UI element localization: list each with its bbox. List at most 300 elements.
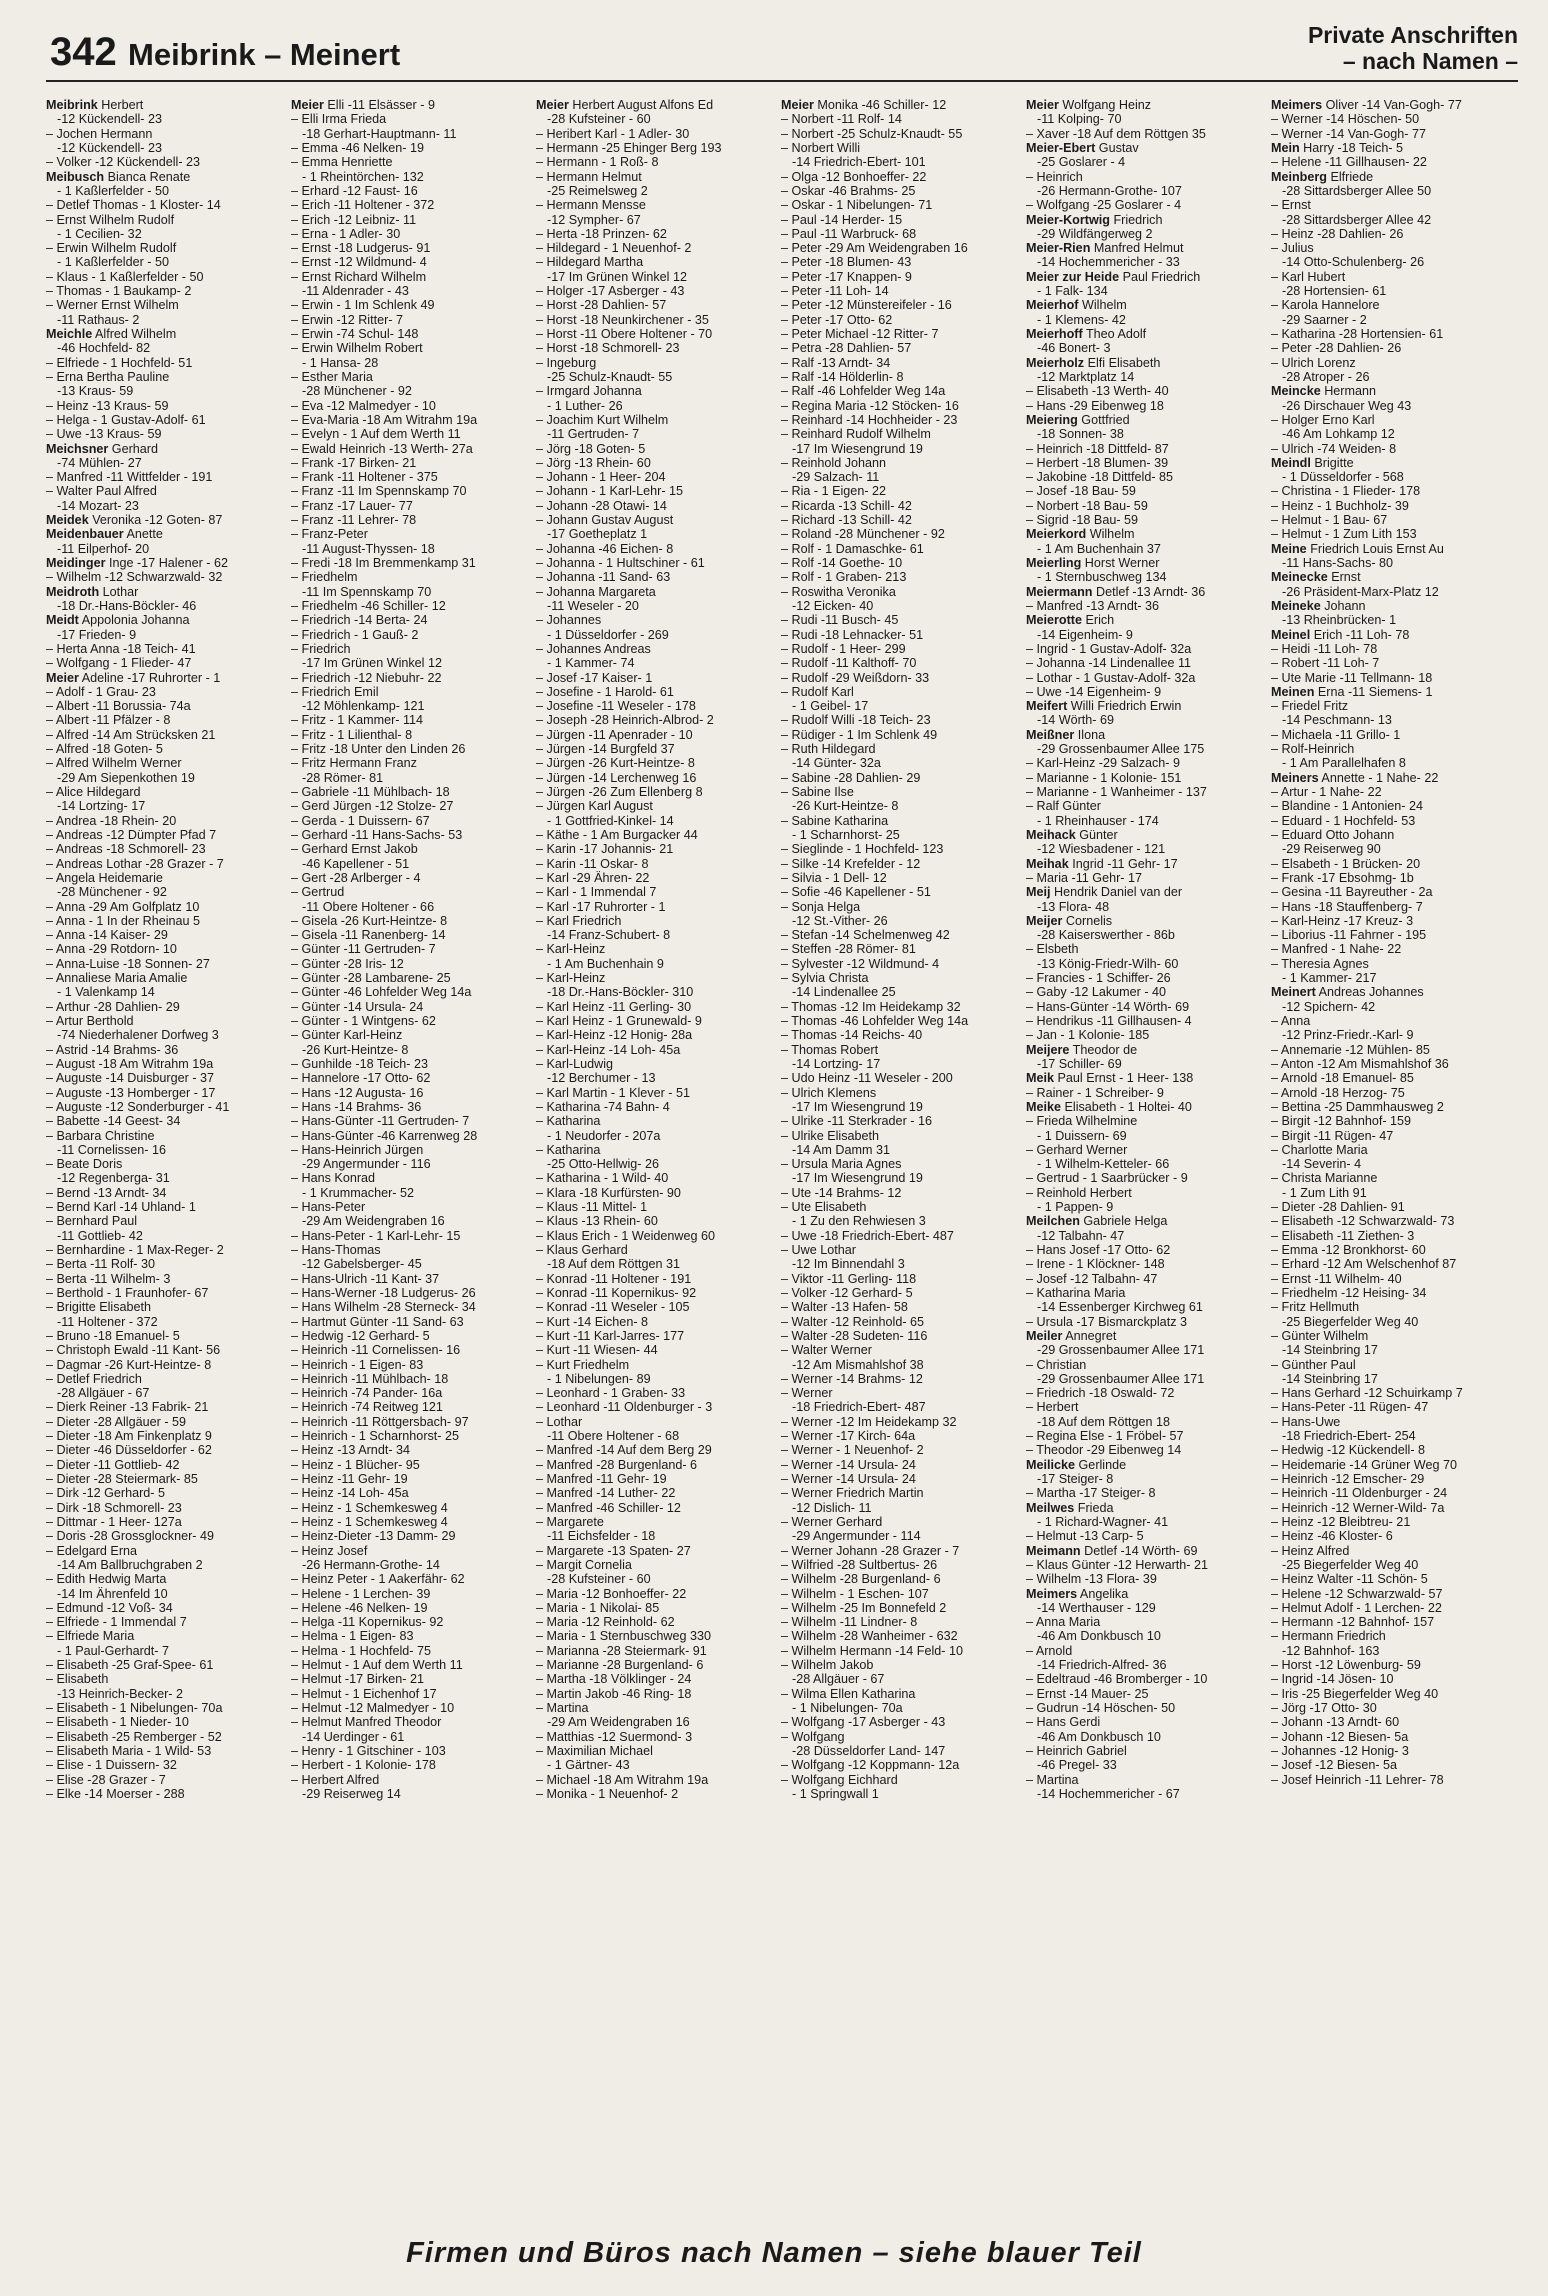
listing-entry: – Maria -12 Reinhold- 62 xyxy=(536,1615,781,1629)
listing-entry: – Helmut Manfred Theodor xyxy=(291,1715,536,1729)
listing-entry: – Gudrun -14 Höschen- 50 xyxy=(1026,1701,1271,1715)
listing-entry xyxy=(1026,327,1271,341)
listing-entry: – Wilhelm Jakob xyxy=(781,1658,1026,1672)
listing-entry: – Holger Erno Karl xyxy=(1271,413,1516,427)
listing-entry: – Werner -17 Kirch- 64a xyxy=(781,1429,1026,1443)
listing-entry: – Fritz Hellmuth xyxy=(1271,1300,1516,1314)
listing-entry: – Arnold -18 Herzog- 75 xyxy=(1271,1086,1516,1100)
listing-entry: – Jakobine -18 Dittfeld- 85 xyxy=(1026,470,1271,484)
listing-entry: – Erwin - 1 Im Schlenk 49 xyxy=(291,298,536,312)
listing-address: - 1 Am Buchenhain 9 xyxy=(547,956,664,971)
listing-entry: – Josef Heinrich -11 Lehrer- 78 xyxy=(1271,1773,1516,1787)
listing-entry xyxy=(1026,270,1271,284)
listing-entry: – Karl Heinz -11 Gerling- 30 xyxy=(536,1000,781,1014)
entry-text: Cornelis xyxy=(1062,913,1113,928)
entry-text: Andreas Johannes xyxy=(1315,985,1424,1000)
surname: Meierhoff xyxy=(1026,327,1083,341)
listing-entry: – Reinhold Johann xyxy=(781,456,1026,470)
listing-address: -25 Biegerfelder Weg 40 xyxy=(1282,1557,1419,1572)
entry-text: Lothar xyxy=(99,584,139,599)
listing-entry: – Frank -17 Ebsohmg- 1b xyxy=(1271,871,1516,885)
listing-entry: – Gesina -11 Bayreuther - 2a xyxy=(1271,885,1516,899)
listing-entry: – Wilhelm Hermann -14 Feld- 10 xyxy=(781,1644,1026,1658)
surname: Meinberg xyxy=(1271,169,1327,184)
listing-entry: – Ruth Hildegard xyxy=(781,742,1026,756)
listing-address: - 1 Zu den Rehwiesen 3 xyxy=(792,1214,926,1229)
listing-entry: – Anton -12 Am Mismahlshof 36 xyxy=(1271,1057,1516,1071)
listing-address: -14 Franz-Schubert- 8 xyxy=(547,928,671,943)
surname: Meibrink xyxy=(46,98,98,112)
listing-entry: – Norbert -11 Rolf- 14 xyxy=(781,112,1026,126)
listing-entry: – Johanna -14 Lindenallee 11 xyxy=(1026,656,1271,670)
listing-entry: – Rainer - 1 Schreiber- 9 xyxy=(1026,1086,1271,1100)
listing-entry: – Fritz Hermann Franz xyxy=(291,756,536,770)
listing-entry: – Christa Marianne xyxy=(1271,1171,1516,1185)
listing-entry: – Werner -14 Brahms- 12 xyxy=(781,1372,1026,1386)
listing-entry: – Werner -12 Im Heidekamp 32 xyxy=(781,1415,1026,1429)
listing-address: -13 Heinrich-Becker- 2 xyxy=(57,1686,183,1701)
listing-entry: – Hermann - 1 Roß- 8 xyxy=(536,155,781,169)
listing-entry: – Irmgard Johanna xyxy=(536,384,781,398)
listing-entry: – Günter - 1 Wintgens- 62 xyxy=(291,1014,536,1028)
listing-entry: – Eduard Otto Johann xyxy=(1271,828,1516,842)
listing-entry: – Heinz -46 Kloster- 6 xyxy=(1271,1529,1516,1543)
listing-entry: – Holger -17 Asberger - 43 xyxy=(536,284,781,298)
listing-address: - 1 Am Parallelhafen 8 xyxy=(1282,756,1406,771)
entry-text: Elfriede xyxy=(1326,169,1374,184)
listing-entry: – Julius xyxy=(1271,241,1516,255)
listing-entry: – Günter Wilhelm xyxy=(1271,1329,1516,1343)
listing-entry: – Helga - 1 Gustav-Adolf- 61 xyxy=(46,413,291,427)
listing-entry: – Katharina -74 Bahn- 4 xyxy=(536,1100,781,1114)
listing-entry: – Rolf - 1 Graben- 213 xyxy=(781,570,1026,584)
listing-entry: – Katharina -28 Hortensien- 61 xyxy=(1271,327,1516,341)
listing-entry: – Richard -13 Schill- 42 xyxy=(781,513,1026,527)
listing-entry: – Irene - 1 Klöckner- 148 xyxy=(1026,1257,1271,1271)
listing-address: -13 Flora- 48 xyxy=(1037,899,1110,914)
listing-entry: – Helene -46 Nelken- 19 xyxy=(291,1601,536,1615)
listing-entry: – Wilhelm -12 Schwarzwald- 32 xyxy=(46,570,291,584)
entry-text: Monika -46 Schiller- 12 xyxy=(813,98,947,112)
listing-entry: – Heinz -12 Bleibtreu- 21 xyxy=(1271,1515,1516,1529)
listing-address: -25 Otto-Hellwig- 26 xyxy=(547,1157,659,1172)
listing-entry: – Friedhelm -12 Heising- 34 xyxy=(1271,1286,1516,1300)
listing-entry xyxy=(1026,699,1271,713)
listing-entry: – Dirk -18 Schmorell- 23 xyxy=(46,1501,291,1515)
listing-entry: – Elisabeth -13 Werth- 40 xyxy=(1026,384,1271,398)
listing-address: -12 Kückendell- 23 xyxy=(57,112,163,127)
listing-entry: – Herta Anna -18 Teich- 41 xyxy=(46,642,291,656)
listing-entry: – Werner -14 Van-Gogh- 77 xyxy=(1271,127,1516,141)
listing-entry: – Hildegard - 1 Neuenhof- 2 xyxy=(536,241,781,255)
listing-entry xyxy=(1026,1544,1271,1558)
listing-entry: – Auguste -12 Sonderburger - 41 xyxy=(46,1100,291,1114)
listing-address: - 1 Duissern- 69 xyxy=(1037,1128,1127,1143)
listing-entry: – Sabine Katharina xyxy=(781,814,1026,828)
listing-entry xyxy=(1026,1501,1271,1515)
listing-entry: – Helmut Adolf - 1 Lerchen- 22 xyxy=(1271,1601,1516,1615)
listing-entry: – Doris -28 Grossglockner- 49 xyxy=(46,1529,291,1543)
listing-address: - 1 Kammer- 74 xyxy=(547,656,635,671)
entry-text: Erich xyxy=(1081,613,1115,628)
listing-entry xyxy=(1271,985,1516,999)
listing-address: -12 Am Mismahlshof 38 xyxy=(792,1357,924,1372)
listing-entry: – Johann - 1 Karl-Lehr- 15 xyxy=(536,484,781,498)
listing-entry: – Heribert Karl - 1 Adler- 30 xyxy=(536,127,781,141)
surname: Meijer xyxy=(1026,913,1063,928)
listing-address: -13 Kraus- 59 xyxy=(57,384,134,399)
listing-address: -18 Friedrich-Ebert- 254 xyxy=(1282,1429,1416,1444)
listing-address: -18 Dr.-Hans-Böckler- 46 xyxy=(57,598,197,613)
listing-entry: – Beate Doris xyxy=(46,1157,291,1171)
listing-entry: – Anna -14 Kaiser- 29 xyxy=(46,928,291,942)
listing-address: -14 Am Ballbruchgraben 2 xyxy=(57,1557,203,1572)
listing-entry: – Karl-Heinz -29 Salzach- 9 xyxy=(1026,756,1271,770)
listing-entry: – Helmut -17 Birken- 21 xyxy=(291,1672,536,1686)
listing-entry: – Karl-Ludwig xyxy=(536,1057,781,1071)
listing-entry: – Detlef Thomas - 1 Kloster- 14 xyxy=(46,198,291,212)
listing-entry: – Hans Konrad xyxy=(291,1171,536,1185)
listing-address: -14 Werthauser - 129 xyxy=(1037,1600,1156,1615)
listing-entry: – Wilhelm -28 Burgenland- 6 xyxy=(781,1572,1026,1586)
listing-entry: – Ernst Richard Wilhelm xyxy=(291,270,536,284)
listing-address: -26 Hermann-Grothe- 14 xyxy=(302,1557,440,1572)
listing-entry xyxy=(46,556,291,570)
surname: Meiler xyxy=(1026,1328,1063,1343)
listing-address: -14 Lortzing- 17 xyxy=(57,799,146,814)
listing-entry: – Sonja Helga xyxy=(781,900,1026,914)
listing-entry: – Anna-Luise -18 Sonnen- 27 xyxy=(46,957,291,971)
listing-entry: – Karl Hubert xyxy=(1271,270,1516,284)
listing-entry: – Arthur -28 Dahlien- 29 xyxy=(46,1000,291,1014)
listing-address: -14 Essenberger Kirchweg 61 xyxy=(1037,1300,1203,1315)
listing-address: -28 Sittardsberger Allee 50 xyxy=(1282,183,1432,198)
listing-entry: – Christina - 1 Flieder- 178 xyxy=(1271,484,1516,498)
listing-entry: – Gerd Jürgen -12 Stolze- 27 xyxy=(291,799,536,813)
listing-entry: – Uwe -18 Friedrich-Ebert- 487 xyxy=(781,1229,1026,1243)
listing-entry: – Hans-Peter -11 Rügen- 47 xyxy=(1271,1400,1516,1414)
listing-entry: – Heinrich -74 Reitweg 121 xyxy=(291,1400,536,1414)
listing-address: -28 Münchener - 92 xyxy=(57,885,167,900)
listing-entry: – Hendrikus -11 Gillhausen- 4 xyxy=(1026,1014,1271,1028)
listing-address: - 1 Scharnhorst- 25 xyxy=(792,827,900,842)
listing-entry: – Paul -11 Warbruck- 68 xyxy=(781,227,1026,241)
listing-address: -14 Otto-Schulenberg- 26 xyxy=(1282,255,1425,270)
page-name-range: Meibrink – Meinert xyxy=(128,37,401,72)
entry-text: Detlef -14 Wörth- 69 xyxy=(1080,1543,1198,1558)
entry-text: Paul Friedrich xyxy=(1119,269,1201,284)
listing-entry: – Emma -12 Bronkhorst- 60 xyxy=(1271,1243,1516,1257)
listing-entry: – Gerhard Werner xyxy=(1026,1143,1271,1157)
listing-address: -18 Auf dem Röttgen 31 xyxy=(547,1257,681,1272)
listing-entry: – Monika - 1 Neuenhof- 2 xyxy=(536,1787,781,1801)
listing-entry: – Norbert -18 Bau- 59 xyxy=(1026,499,1271,513)
listing-entry: – Bernd -13 Arndt- 34 xyxy=(46,1186,291,1200)
entry-text: Elisabeth - 1 Holtei- 40 xyxy=(1061,1099,1192,1114)
listing-address: - 1 Wilhelm-Ketteler- 66 xyxy=(1037,1157,1170,1172)
listing-entry: – Uwe -14 Eigenheim- 9 xyxy=(1026,685,1271,699)
listing-address: -17 Steiger- 8 xyxy=(1037,1472,1114,1486)
listing-entry: – Wolfgang -25 Goslarer - 4 xyxy=(1026,198,1271,212)
listing-column-3 xyxy=(536,98,781,2228)
listing-entry: – Marianne -28 Burgenland- 6 xyxy=(536,1658,781,1672)
listing-entry: – Günter -28 Lambarene- 25 xyxy=(291,971,536,985)
listing-address: -12 Dislich- 11 xyxy=(792,1500,872,1515)
footer-note: Firmen und Büros nach Namen – siehe blauer Teil xyxy=(406,2237,1142,2269)
listing-entry: – Heinrich - 1 Scharnhorst- 25 xyxy=(291,1429,536,1443)
listing-entry: – Margarete -13 Spaten- 27 xyxy=(536,1544,781,1558)
listing-entry: – Joseph -28 Heinrich-Albrod- 2 xyxy=(536,713,781,727)
listing-entry: – Helene -12 Schwarzwald- 57 xyxy=(1271,1587,1516,1601)
listing-entry: – Helmut - 1 Bau- 67 xyxy=(1271,513,1516,527)
listing-address: -25 Reimelsweg 2 xyxy=(547,183,648,198)
listing-address: -74 Niederhalener Dorfweg 3 xyxy=(57,1028,219,1043)
listing-entry: – Wilhelm -11 Lindner- 8 xyxy=(781,1615,1026,1629)
listing-entry: – Matthias -12 Suermond- 3 xyxy=(536,1730,781,1744)
listing-address: -17 Im Grünen Winkel 12 xyxy=(547,269,687,284)
listing-entry: – Edith Hedwig Marta xyxy=(46,1572,291,1586)
listing-entry: – Heinz Josef xyxy=(291,1544,536,1558)
listing-entry: – Herbert Alfred xyxy=(291,1773,536,1787)
surname: Meierkord xyxy=(1026,527,1087,542)
entry-text: Friedrich xyxy=(1109,212,1163,227)
listing-entry: – Heinz -28 Dahlien- 26 xyxy=(1271,227,1516,241)
listing-entry: – Johanna -46 Eichen- 8 xyxy=(536,542,781,556)
entry-text: Erich -11 Loh- 78 xyxy=(1310,627,1410,642)
listing-address: -29 Saarner - 2 xyxy=(1282,312,1367,327)
listing-entry: – Manfred -14 Luther- 22 xyxy=(536,1486,781,1500)
listing-entry: – Hans-Peter - 1 Karl-Lehr- 15 xyxy=(291,1229,536,1243)
surname: Meilwes xyxy=(1026,1500,1075,1515)
listing-address: -14 Steinbring 17 xyxy=(1282,1343,1378,1358)
listing-entry: – Manfred -46 Schiller- 12 xyxy=(536,1501,781,1515)
listing-address: -46 Hochfeld- 82 xyxy=(57,341,151,356)
listing-entry: – Rudolf -11 Kalthoff- 70 xyxy=(781,656,1026,670)
listing-entry: – Rolf -14 Goethe- 10 xyxy=(781,556,1026,570)
listing-address: -13 König-Friedr-Wilh- 60 xyxy=(1037,956,1179,971)
listing-entry: – Dirk -12 Gerhard- 5 xyxy=(46,1486,291,1500)
listing-entry: – Karl-Heinz -14 Loh- 45a xyxy=(536,1043,781,1057)
entry-text: Wilhelm xyxy=(1086,527,1135,542)
entry-text: Ernst xyxy=(1327,570,1361,585)
listing-address: -14 Friedrich-Alfred- 36 xyxy=(1037,1658,1167,1673)
listing-entry: – Auguste -14 Duisburger - 37 xyxy=(46,1071,291,1085)
listing-entry: – Heinrich -12 Emscher- 29 xyxy=(1271,1472,1516,1486)
listing-entry: – Hans -12 Augusta- 16 xyxy=(291,1086,536,1100)
listing-entry: – Jürgen -26 Kurt-Heintze- 8 xyxy=(536,756,781,770)
listing-entry: – Hans-Günter -14 Wörth- 69 xyxy=(1026,1000,1271,1014)
listing-entry: – Albert -11 Borussia- 74a xyxy=(46,699,291,713)
listing-entry: – Frank -17 Birken- 21 xyxy=(291,456,536,470)
listing-entry: – Heinz - 1 Buchholz- 39 xyxy=(1271,499,1516,513)
listing-entry: – Sieglinde - 1 Hochfeld- 123 xyxy=(781,842,1026,856)
listing-address: -12 Wiesbadener - 121 xyxy=(1037,842,1166,857)
listing-entry: – Roswitha Veronika xyxy=(781,585,1026,599)
listing-address: -29 Am Weidengraben 16 xyxy=(547,1715,690,1730)
surname: Meidenbauer xyxy=(46,527,124,542)
listing-address: -26 Kurt-Heintze- 8 xyxy=(302,1042,409,1057)
listing-address: -12 St.-Vither- 26 xyxy=(792,913,888,928)
listing-entry: – Ernst -14 Mauer- 25 xyxy=(1026,1687,1271,1701)
listing-address: -26 Hermann-Grothe- 107 xyxy=(1037,183,1182,198)
listing-entry: – Martin Jakob -46 Ring- 18 xyxy=(536,1687,781,1701)
listing-entry: – Udo Heinz -11 Weseler - 200 xyxy=(781,1071,1026,1085)
listing-entry xyxy=(1026,1214,1271,1228)
listing-entry: – Norbert Willi xyxy=(781,141,1026,155)
listing-entry: – Wolfgang -12 Koppmann- 12a xyxy=(781,1758,1026,1772)
listing-address: -14 Friedrich-Ebert- 101 xyxy=(792,155,926,170)
listing-entry: – Dieter -28 Allgäuer - 59 xyxy=(46,1415,291,1429)
listing-entry: – Fredi -18 Im Bremmenkamp 31 xyxy=(291,556,536,570)
surname: Meibusch xyxy=(46,169,105,184)
surname: Meihack xyxy=(1026,827,1076,842)
listing-entry xyxy=(1026,585,1271,599)
listing-column-6 xyxy=(1271,98,1516,2228)
listing-entry: – Ulrich Klemens xyxy=(781,1086,1026,1100)
listing-entry: – Edelgard Erna xyxy=(46,1544,291,1558)
listing-address: -28 Allgäuer - 67 xyxy=(57,1386,150,1401)
listing-entry: – Ingrid -14 Jösen- 10 xyxy=(1271,1672,1516,1686)
listing-entry: – Hans Gerhard -12 Schuirkamp 7 xyxy=(1271,1386,1516,1400)
listing-entry xyxy=(1026,1043,1271,1057)
listing-entry xyxy=(1026,1100,1271,1114)
listing-entry: – Sylvester -12 Wildmund- 4 xyxy=(781,957,1026,971)
surname: Meiermann xyxy=(1026,584,1093,599)
listing-entry: – Esther Maria xyxy=(291,370,536,384)
listing-address: -11 Hans-Sachs- 80 xyxy=(1282,556,1394,570)
listing-entry: – Sabine -28 Dahlien- 29 xyxy=(781,771,1026,785)
listing-entry: – Hans-Uwe xyxy=(1271,1415,1516,1429)
listing-address: -12 Spichern- 42 xyxy=(1282,999,1376,1014)
listing-entry: – Thomas -14 Reichs- 40 xyxy=(781,1028,1026,1042)
entry-text: Inge -17 Halener - 62 xyxy=(105,556,228,570)
listing-entry: – Henry - 1 Gitschiner - 103 xyxy=(291,1744,536,1758)
listing-address: - 1 Nibelungen- 89 xyxy=(547,1371,651,1386)
listing-entry: – Heinz -13 Kraus- 59 xyxy=(46,399,291,413)
listing-entry xyxy=(1271,384,1516,398)
listing-entry: – Herbert - 1 Kolonie- 178 xyxy=(291,1758,536,1772)
listing-entry: – Erna - 1 Adler- 30 xyxy=(291,227,536,241)
listing-entry: – Heinz - 1 Schemkesweg 4 xyxy=(291,1501,536,1515)
listing-entry: – Jürgen -11 Apenrader - 10 xyxy=(536,728,781,742)
listing-entry: – Maria - 1 Nikolai- 85 xyxy=(536,1601,781,1615)
listing-entry: – Horst -11 Obere Holtener - 70 xyxy=(536,327,781,341)
listing-entry: – Regina Maria -12 Stöcken- 16 xyxy=(781,399,1026,413)
listing-address: -26 Kurt-Heintze- 8 xyxy=(792,799,899,814)
listing-entry: – Johann - 1 Heer- 204 xyxy=(536,470,781,484)
listing-entry: – Peter -28 Dahlien- 26 xyxy=(1271,341,1516,355)
listing-entry: – Elisabeth -25 Graf-Spee- 61 xyxy=(46,1658,291,1672)
listing-entry: – Peter -17 Otto- 62 xyxy=(781,313,1026,327)
listing-entry: – Horst -18 Neunkirchener - 35 xyxy=(536,313,781,327)
listing-entry: – Marianna -28 Steiermark- 91 xyxy=(536,1644,781,1658)
listing-entry: – Elise - 1 Duissern- 32 xyxy=(46,1758,291,1772)
listing-entry xyxy=(1026,356,1271,370)
listing-entry: – Helga -11 Kopernikus- 92 xyxy=(291,1615,536,1629)
listing-entry: – Bernd Karl -14 Uhland- 1 xyxy=(46,1200,291,1214)
listing-entry: – Elisabeth -11 Ziethen- 3 xyxy=(1271,1229,1516,1243)
listing-entry xyxy=(1026,527,1271,541)
entry-text: Paul Ernst - 1 Heer- 138 xyxy=(1054,1071,1194,1086)
listing-entry: – Katharina Maria xyxy=(1026,1286,1271,1300)
listing-entry: – Anna xyxy=(1271,1014,1516,1028)
listing-entry: – Alfred -18 Goten- 5 xyxy=(46,742,291,756)
listing-entry: – Rudi -18 Lehnacker- 51 xyxy=(781,628,1026,642)
listing-entry xyxy=(1026,857,1271,871)
listing-entry: – Hans -14 Brahms- 36 xyxy=(291,1100,536,1114)
listing-entry: – Katharina xyxy=(536,1114,781,1128)
listing-entry: – Katharina - 1 Wild- 40 xyxy=(536,1171,781,1185)
listing-entry: – Werner Friedrich Martin xyxy=(781,1486,1026,1500)
listing-entry: – Franz -17 Lauer- 77 xyxy=(291,499,536,513)
listing-entry: – Thomas -46 Lohfelder Weg 14a xyxy=(781,1014,1026,1028)
listing-entry: – Jörg -17 Otto- 30 xyxy=(1271,1701,1516,1715)
listing-address: -28 Hortensien- 61 xyxy=(1282,284,1387,299)
entry-text: Veronika -12 Goten- 87 xyxy=(88,513,223,528)
entry-text: Theo Adolf xyxy=(1082,327,1147,341)
listing-entry: – Werner - 1 Neuenhof- 2 xyxy=(781,1443,1026,1457)
listing-entry: – Günter -11 Gertruden- 7 xyxy=(291,942,536,956)
listing-entry: – Silke -14 Krefelder - 12 xyxy=(781,857,1026,871)
listing-entry: – Hannelore -17 Otto- 62 xyxy=(291,1071,536,1085)
listing-entry: – Robert -11 Loh- 7 xyxy=(1271,656,1516,670)
listing-entry: – Sylvia Christa xyxy=(781,971,1026,985)
listing-entry: – Erwin -12 Ritter- 7 xyxy=(291,313,536,327)
listing-entry: – Klaus Erich - 1 Weidenweg 60 xyxy=(536,1229,781,1243)
listing-address: -17 Goetheplatz 1 xyxy=(547,527,648,542)
listing-entry: – Fritz -18 Unter den Linden 26 xyxy=(291,742,536,756)
listing-address: - 1 Klemens- 42 xyxy=(1037,312,1126,327)
listing-entry: – Hans Josef -17 Otto- 62 xyxy=(1026,1243,1271,1257)
listing-address: -26 Dirschauer Weg 43 xyxy=(1282,398,1412,413)
listing-entry: – Dieter -11 Gottlieb- 42 xyxy=(46,1458,291,1472)
surname: Meidt xyxy=(46,613,79,628)
page-number: 342 xyxy=(50,30,117,74)
listing-entry: – Dierk Reiner -13 Fabrik- 21 xyxy=(46,1400,291,1414)
entry-text: Wilhelm xyxy=(1078,298,1127,313)
entry-text: Gottfried xyxy=(1077,412,1130,427)
listing-entry: – Klaus -11 Mittel- 1 xyxy=(536,1200,781,1214)
listing-entry: – Elli Irma Frieda xyxy=(291,112,536,126)
listing-entry: – Hans-Günter -11 Gertruden- 7 xyxy=(291,1114,536,1128)
listing-entry: – Edmund -12 Voß- 34 xyxy=(46,1601,291,1615)
listing-entry: – Klaus - 1 Kaßlerfelder - 50 xyxy=(46,270,291,284)
listing-entry: – Karl Martin - 1 Klever - 51 xyxy=(536,1086,781,1100)
listing-entry: – Gunhilde -18 Teich- 23 xyxy=(291,1057,536,1071)
listing-address: - 1 Cecilien- 32 xyxy=(57,226,142,241)
listing-entry: – Karin -11 Oskar- 8 xyxy=(536,857,781,871)
listing-entry: – Käthe - 1 Am Burgacker 44 xyxy=(536,828,781,842)
listing-address: -12 Möhlenkamp- 121 xyxy=(302,699,425,714)
listing-entry: – Peter -11 Loh- 14 xyxy=(781,284,1026,298)
listing-entry: – Erich -11 Holtener - 372 xyxy=(291,198,536,212)
listing-entry: – Heinrich -11 Cornelissen- 16 xyxy=(291,1343,536,1357)
surname: Meihak xyxy=(1026,856,1069,871)
listing-entry xyxy=(1271,98,1516,112)
entry-text: Frieda xyxy=(1074,1500,1114,1515)
listing-entry xyxy=(1026,613,1271,627)
listing-entry: – Michael -18 Am Witrahm 19a xyxy=(536,1773,781,1787)
listing-entry: – Ute Elisabeth xyxy=(781,1200,1026,1214)
listing-address: - 1 Kammer- 217 xyxy=(1282,971,1377,986)
listing-entry: – Horst -28 Dahlien- 57 xyxy=(536,298,781,312)
listing-address: -11 Weseler - 20 xyxy=(547,598,639,613)
listing-entry: – Volker -12 Kückendell- 23 xyxy=(46,155,291,169)
surname: Meichsner xyxy=(46,441,109,456)
listing-entry: – Sigrid -18 Bau- 59 xyxy=(1026,513,1271,527)
listing-entry: – Heidemarie -14 Grüner Weg 70 xyxy=(1271,1458,1516,1472)
listing-entry: – Alice Hildegard xyxy=(46,785,291,799)
